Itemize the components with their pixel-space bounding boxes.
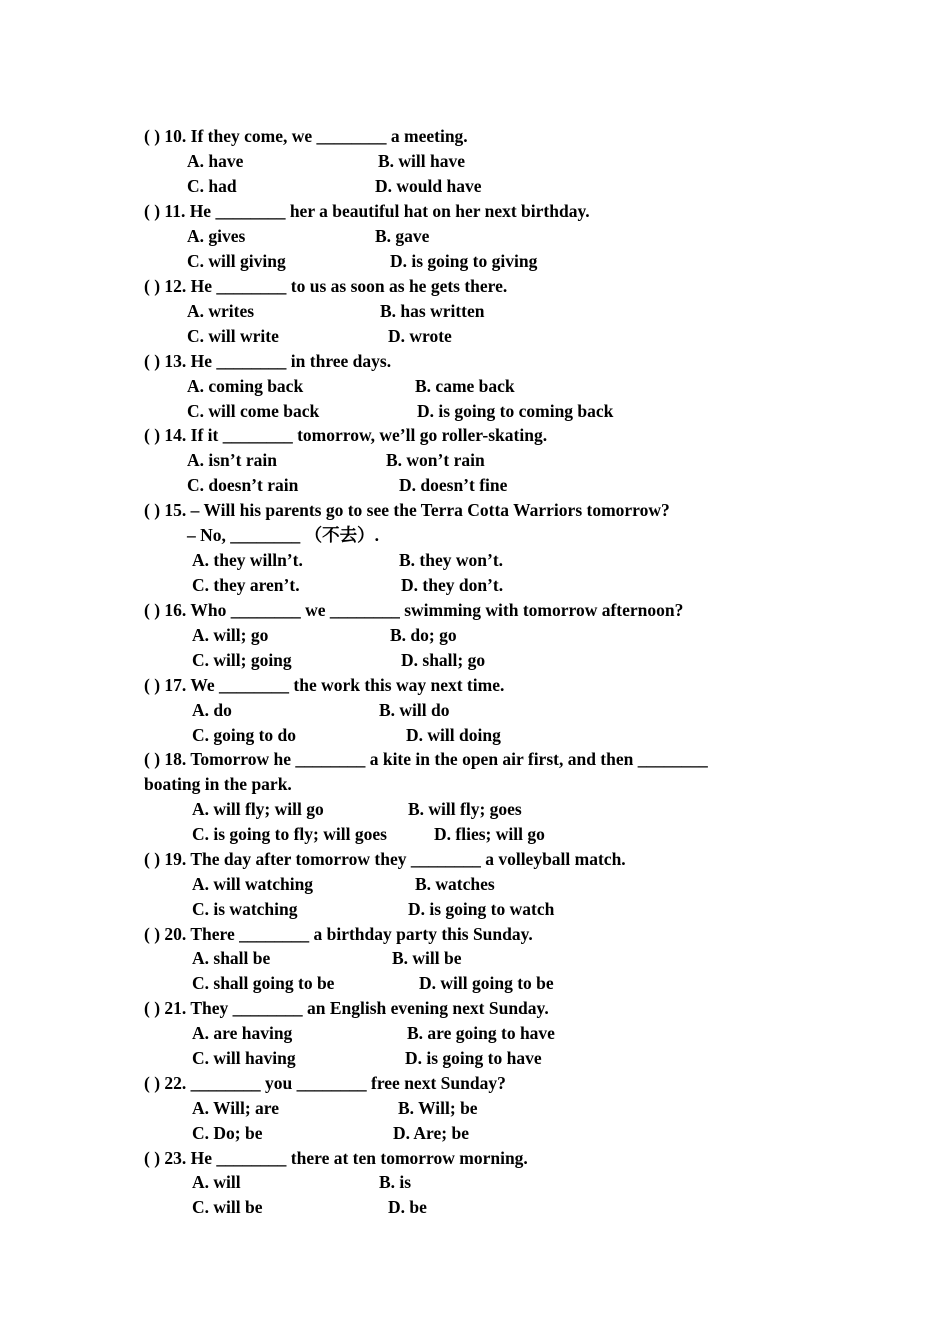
question-22-option-d: D. Are; be xyxy=(393,1123,469,1143)
question-15-option-c: C. they aren’t. xyxy=(192,575,300,595)
question-12-option-c: C. will write xyxy=(187,326,279,346)
question-21-stem: ( ) 21. They ________ an English evening next Sunday. xyxy=(144,998,549,1018)
question-14-option-b: B. won’t rain xyxy=(386,450,485,470)
question-23-stem: ( ) 23. He ________ there at ten tomorrow morning. xyxy=(144,1148,528,1168)
question-13-option-b: B. came back xyxy=(415,376,515,396)
question-20-option-d: D. will going to be xyxy=(419,973,554,993)
question-14-option-c: C. doesn’t rain xyxy=(187,475,299,495)
question-12-stem: ( ) 12. He ________ to us as soon as he gets there. xyxy=(144,276,508,296)
question-17-stem: ( ) 17. We ________ the work this way next time. xyxy=(144,675,505,695)
question-12-option-d: D. wrote xyxy=(388,326,452,346)
question-21-option-c: C. will having xyxy=(192,1048,296,1068)
question-16-option-b: B. do; go xyxy=(390,625,457,645)
question-19-option-b: B. watches xyxy=(415,874,495,894)
question-17-option-b: B. will do xyxy=(379,700,450,720)
question-11-option-b: B. gave xyxy=(375,226,430,246)
question-11-option-a: A. gives xyxy=(187,226,246,246)
question-10-option-a: A. have xyxy=(187,151,244,171)
question-11-option-c: C. will giving xyxy=(187,251,286,271)
question-16-stem: ( ) 16. Who ________ we ________ swimming with tomorrow afternoon? xyxy=(144,600,684,620)
question-22-option-c: C. Do; be xyxy=(192,1123,263,1143)
question-10-option-d: D. would have xyxy=(375,176,482,196)
question-17-option-c: C. going to do xyxy=(192,725,297,745)
question-14-stem: ( ) 14. If it ________ tomorrow, we’ll go roller-skating. xyxy=(144,425,548,445)
question-18-option-c: C. is going to fly; will goes xyxy=(192,824,387,844)
question-11-stem: ( ) 11. He ________ her a beautiful hat on her next birthday. xyxy=(144,201,590,221)
question-14-option-a: A. isn’t rain xyxy=(187,450,277,470)
question-18-option-d: D. flies; will go xyxy=(434,824,545,844)
question-21-option-b: B. are going to have xyxy=(407,1023,555,1043)
question-13-option-d: D. is going to coming back xyxy=(417,401,614,421)
question-14-option-d: D. doesn’t fine xyxy=(399,475,508,495)
question-17-option-d: D. will doing xyxy=(406,725,501,745)
question-13-option-a: A. coming back xyxy=(187,376,304,396)
question-15-option-a: A. they willn’t. xyxy=(192,550,303,570)
question-22-option-b: B. Will; be xyxy=(398,1098,478,1118)
question-19-option-d: D. is going to watch xyxy=(408,899,555,919)
question-12-option-a: A. writes xyxy=(187,301,255,321)
question-19-option-c: C. is watching xyxy=(192,899,298,919)
question-11-option-d: D. is going to giving xyxy=(390,251,538,271)
question-23-option-c: C. will be xyxy=(192,1197,263,1217)
question-20-option-b: B. will be xyxy=(392,948,462,968)
question-10-option-b: B. will have xyxy=(378,151,466,171)
question-18-option-a: A. will fly; will go xyxy=(192,799,324,819)
question-16-option-d: D. shall; go xyxy=(401,650,486,670)
question-20-stem: ( ) 20. There ________ a birthday party this Sunday. xyxy=(144,924,533,944)
question-21-option-a: A. are having xyxy=(192,1023,293,1043)
question-16-option-a: A. will; go xyxy=(192,625,269,645)
question-21-option-d: D. is going to have xyxy=(405,1048,542,1068)
question-15-option-b: B. they won’t. xyxy=(399,550,504,570)
question-15-stem-reply: – No, ________ （不去）. xyxy=(187,525,380,545)
question-12-option-b: B. has written xyxy=(380,301,485,321)
question-10-option-c: C. had xyxy=(187,176,237,196)
question-22-option-a: A. Will; are xyxy=(192,1098,280,1118)
question-23-option-a: A. will xyxy=(192,1172,241,1192)
question-20-option-c: C. shall going to be xyxy=(192,973,335,993)
question-18-option-b: B. will fly; goes xyxy=(408,799,522,819)
question-13-option-c: C. will come back xyxy=(187,401,320,421)
question-18-stem-continued: boating in the park. xyxy=(144,774,292,794)
question-22-stem: ( ) 22. ________ you ________ free next Sunday? xyxy=(144,1073,506,1093)
question-19-option-a: A. will watching xyxy=(192,874,314,894)
question-15-stem: ( ) 15. – Will his parents go to see the Terra Cotta Warriors tomorrow? xyxy=(144,500,670,520)
question-23-option-d: D. be xyxy=(388,1197,427,1217)
question-18-stem: ( ) 18. Tomorrow he ________ a kite in the open air first, and then ________ xyxy=(144,749,708,769)
question-10-stem: ( ) 10. If they come, we ________ a meeting. xyxy=(144,126,468,146)
question-23-option-b: B. is xyxy=(379,1172,412,1192)
question-17-option-a: A. do xyxy=(192,700,232,720)
question-16-option-c: C. will; going xyxy=(192,650,292,670)
question-19-stem: ( ) 19. The day after tomorrow they ________ a volleyball match. xyxy=(144,849,626,869)
question-20-option-a: A. shall be xyxy=(192,948,271,968)
question-15-option-d: D. they don’t. xyxy=(401,575,504,595)
question-13-stem: ( ) 13. He ________ in three days. xyxy=(144,351,392,371)
